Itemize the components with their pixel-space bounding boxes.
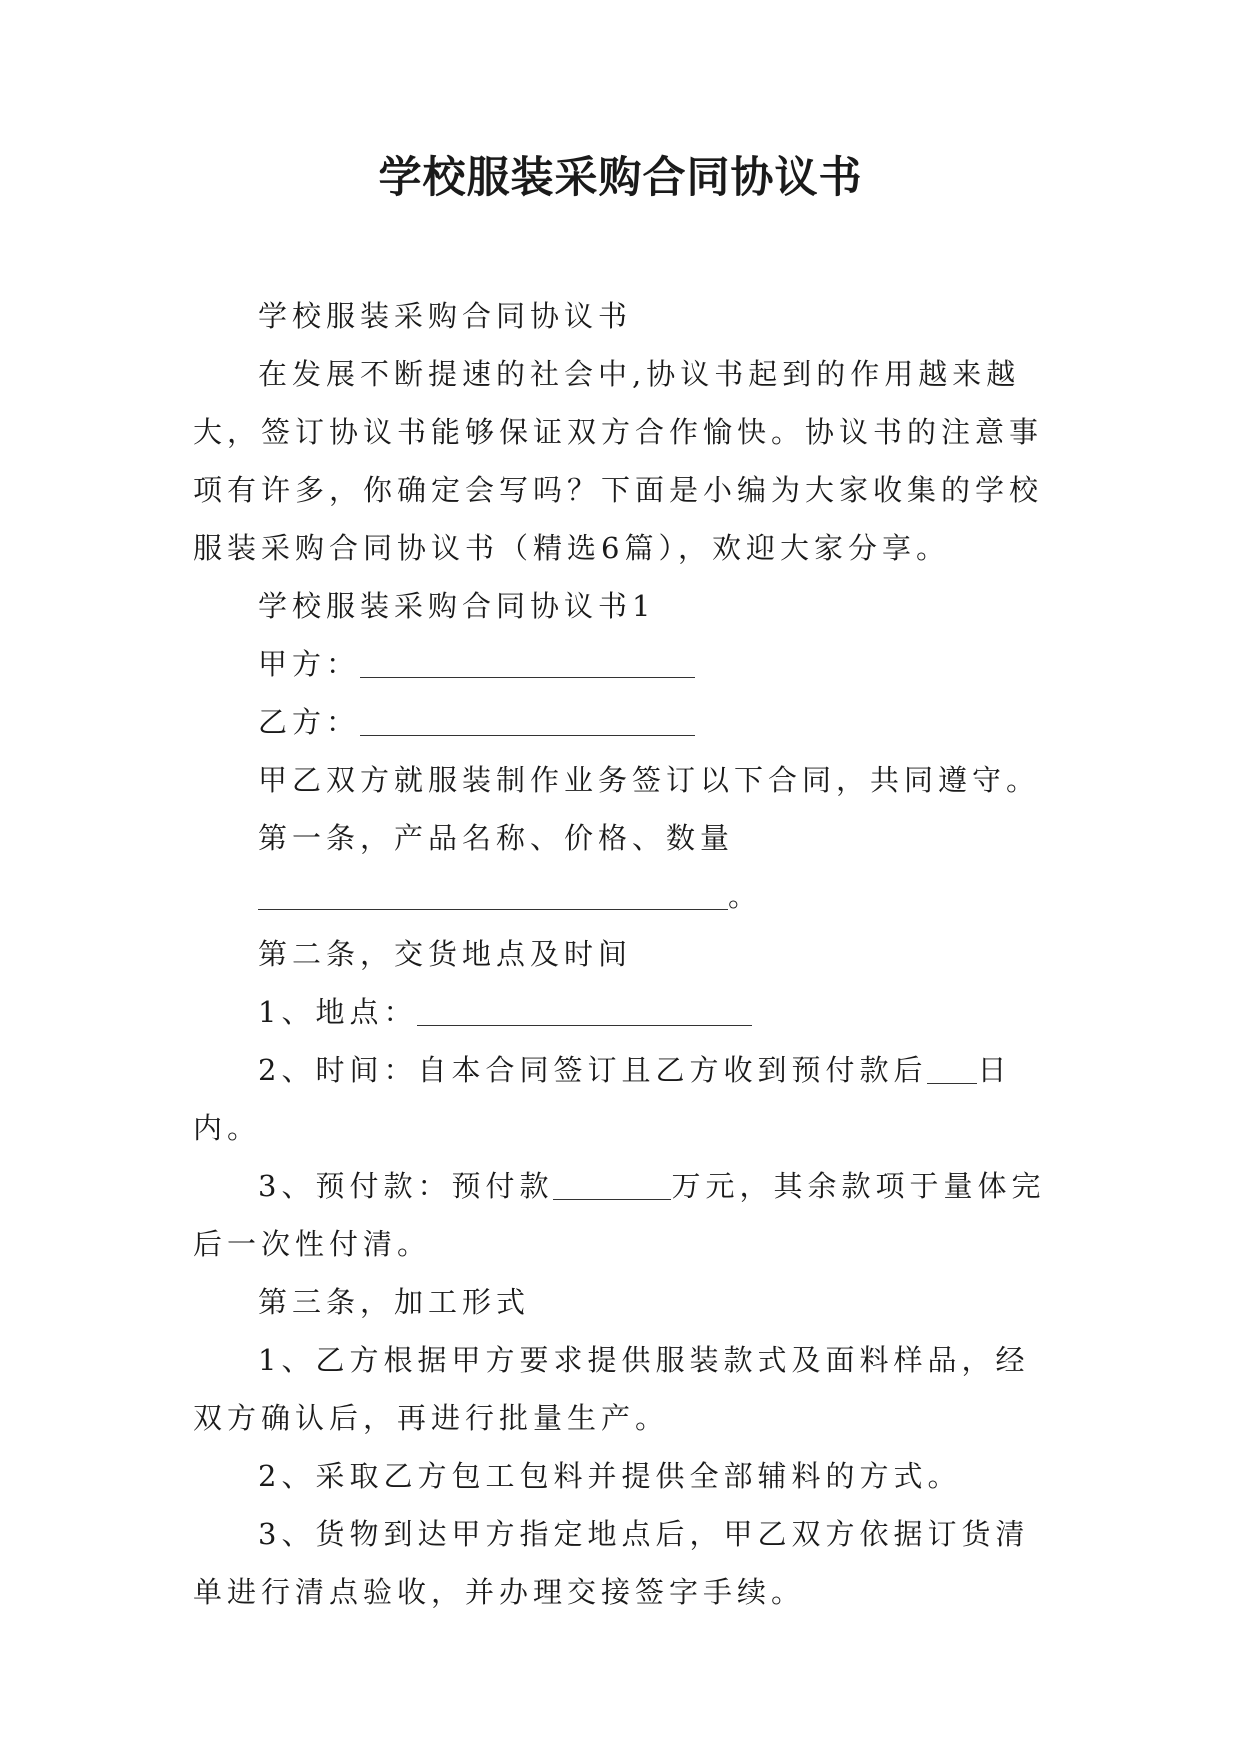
agreement-statement: 甲乙双方就服装制作业务签订以下合同，共同遵守。 [258, 763, 1041, 797]
article3-item1: 1、乙方根据甲方要求提供服装款式及面料样品，经双方确认后，再进行批量生产。 [193, 1343, 1030, 1435]
item-time [193, 1041, 1059, 1157]
intro-paragraph: 在发展不断提速的社会中,协议书起到的作用越来越大，签订协议书能够保证双方合作愉快。协议书的注意事项有许多，你确定会写吗？下面是小编为大家收集的学校服装采购合同协议书（精选6篇），欢迎大家分享。 [193, 357, 1044, 565]
document-body [193, 287, 1059, 1621]
days-blank [927, 1054, 977, 1084]
item-time-after: 日内。 [193, 1053, 1012, 1145]
item-prepay-before: 3、预付款：预付款 [258, 1169, 554, 1203]
item-location [193, 983, 1059, 1041]
subtitle: 学校服装采购合同协议书 [258, 299, 633, 333]
article3-item3: 3、货物到达甲方指定地点后，甲乙双方依据订货清单进行清点验收，并办理交接签字手续。 [193, 1517, 1030, 1609]
item-location-label: 1、地点： [258, 995, 418, 1029]
article1-end: 。 [728, 879, 763, 913]
location-blank [417, 996, 752, 1026]
section-title: 学校服装采购合同协议书1 [258, 589, 656, 623]
article3-title: 第三条，加工形式 [258, 1285, 531, 1319]
article1-blank [258, 880, 728, 910]
document-title: 学校服装采购合同协议书 [378, 153, 863, 203]
article1-title: 第一条，产品名称、价格、数量 [258, 821, 735, 855]
party-a-label: 甲方： [258, 647, 361, 681]
prepay-blank [553, 1170, 671, 1200]
party-b-blank [360, 706, 695, 736]
party-b-line [193, 693, 1059, 751]
party-b-label: 乙方： [258, 705, 361, 739]
item-prepay [193, 1157, 1059, 1273]
item-time-before: 2、时间：自本合同签订且乙方收到预付款后 [258, 1053, 928, 1087]
article1-blank-line [193, 867, 1059, 925]
item-prepay-after: 万元，其余款项于量体完后一次性付清。 [193, 1169, 1046, 1261]
article2-title: 第二条，交货地点及时间 [258, 937, 633, 971]
article3-item2: 2、采取乙方包工包料并提供全部辅料的方式。 [258, 1459, 962, 1493]
party-a-line [193, 635, 1059, 693]
party-a-blank [360, 648, 695, 678]
